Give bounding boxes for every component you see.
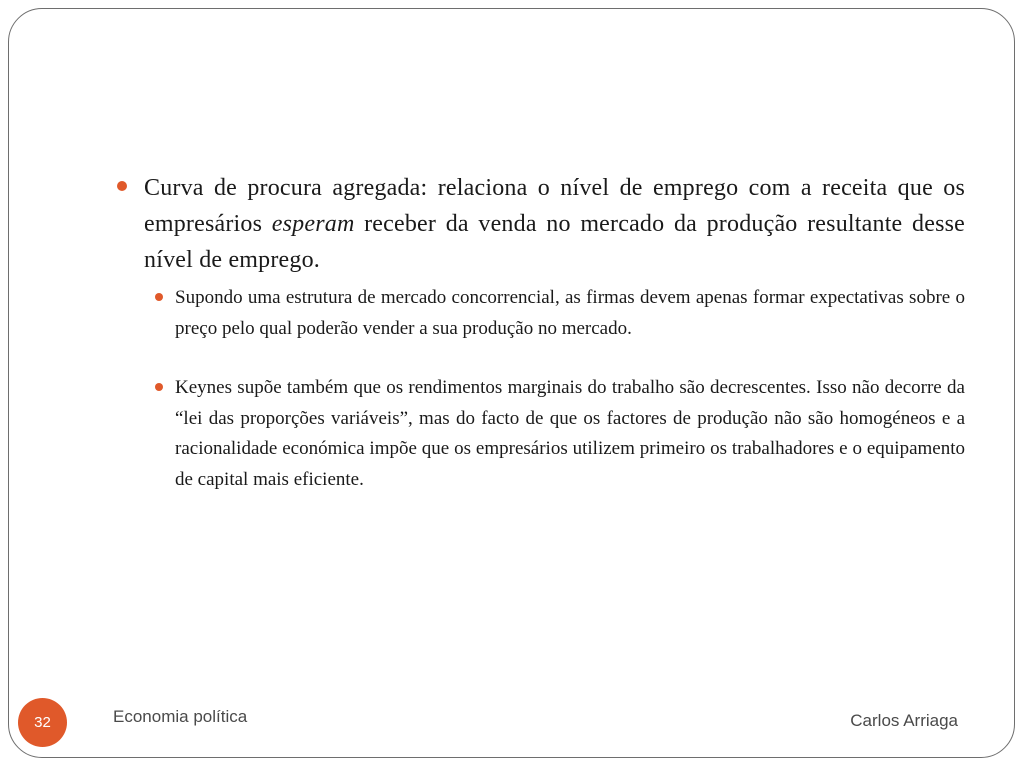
bullet-dot-icon [117,181,127,191]
slide-number-badge: 32 [18,698,67,747]
bullet-dot-icon [155,293,163,301]
slide-content [115,170,965,495]
bullet-main-emphasis: esperam [271,211,355,237]
bullet-main [115,170,965,278]
bullet-sub-1 [145,283,965,344]
bullet-sub-1-text: Supondo uma estrutura de mercado concorrencial, as firmas devem apenas formar expectativas sobre o preço pelo qual poderão vender a sua produção no mercado. [175,287,965,339]
bullet-main-text-before: Curva de procura agregada: relaciona o nível de emprego com a receita que os empresários [144,175,965,237]
footer-course-title: Economia política [113,707,248,726]
bullet-dot-icon [155,383,163,391]
bullet-sub-2-text: Keynes supõe também que os rendimentos marginais do trabalho são decrescentes. Isso não decorre da “lei das proporções variáveis”, mas do facto de que os factores de produção não são homogéneos e a racionalidade económica impõe que os empresários utilizem primeiro os trabalhadores e o equipamento de capital mais eficiente. [175,377,965,490]
bullet-sub-2 [145,373,965,495]
footer-author: Carlos Arriaga [850,711,958,730]
bullet-main-text-after: receber da venda no mercado da produção resultante desse nível de emprego. [144,211,966,273]
